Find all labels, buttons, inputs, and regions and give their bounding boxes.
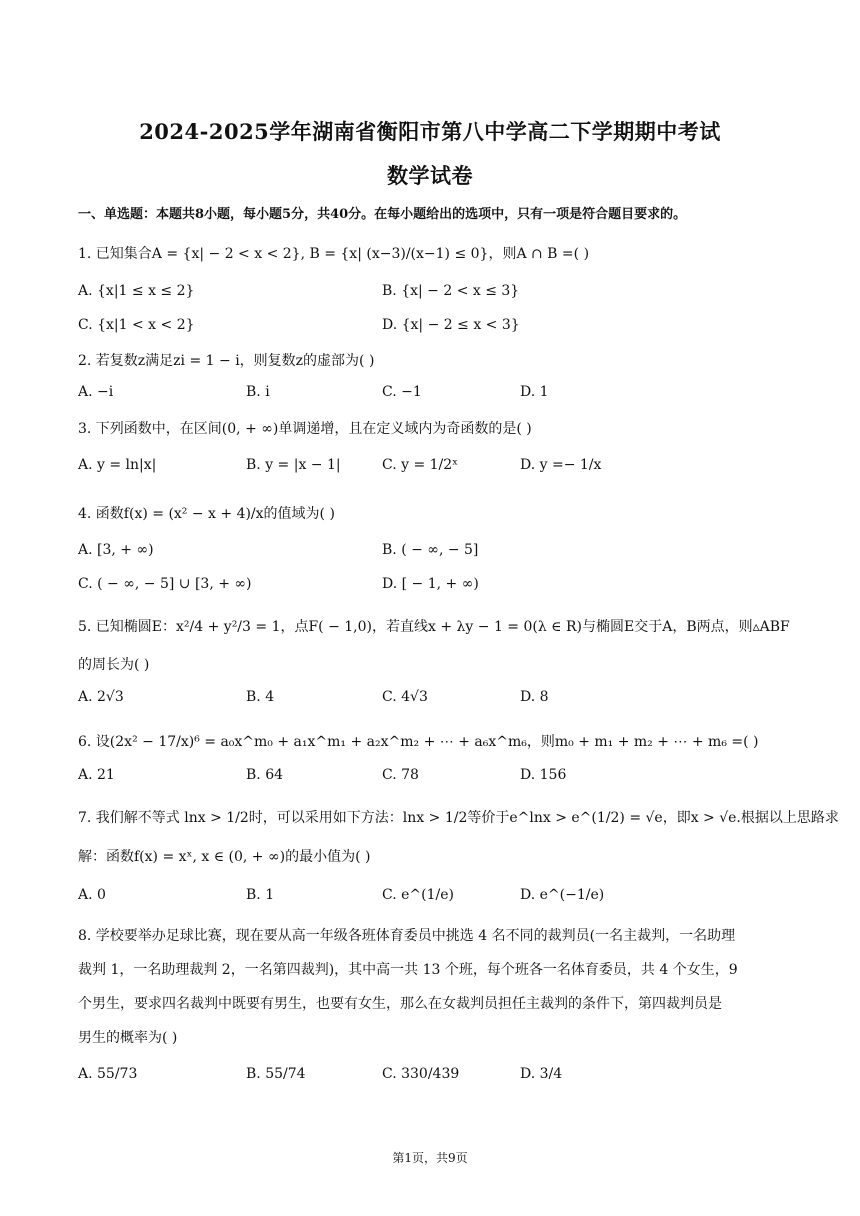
option-a: A. [3, + ∞) [78, 542, 154, 558]
page-footer: 第1页，共9页 [392, 1151, 468, 1165]
option-b: B. 1 [246, 887, 275, 903]
question-stem: 4. 函数f(x) = (x² − x + 4)/x的值域为( ) [78, 506, 335, 522]
option-d: D. 8 [520, 689, 549, 705]
question-stem: 3. 下列函数中，在区间(0, + ∞)单调递增，且在定义域内为奇函数的是( ) [78, 421, 532, 437]
option-d: D. {x| − 2 ≤ x < 3} [382, 317, 520, 333]
option-c: C. y = 1/2ˣ [382, 457, 459, 473]
option-b: B. {x| − 2 < x ≤ 3} [382, 283, 520, 299]
option-d: D. 1 [520, 384, 549, 400]
exam-subtitle: 数学试卷 [387, 163, 473, 188]
option-c: C. −1 [382, 384, 422, 400]
exam-title: 2024-2025学年湖南省衡阳市第八中学高二下学期期中考试 [139, 119, 721, 144]
option-c: C. 78 [382, 767, 419, 783]
question-stem: 2. 若复数z满足zi = 1 − i，则复数z的虚部为( ) [78, 353, 375, 369]
option-a: A. {x|1 ≤ x ≤ 2} [78, 283, 195, 299]
section-heading: 一、单选题：本题共8小题，每小题5分，共40分。在每小题给出的选项中，只有一项是符合题目要求的。 [78, 207, 687, 222]
question-stem-cont: 男生的概率为( ) [78, 1030, 178, 1046]
option-a: A. 21 [78, 767, 115, 783]
option-b: B. ( − ∞, − 5] [382, 542, 479, 558]
question-stem-cont: 个男生，要求四名裁判中既要有男生，也要有女生，那么在女裁判员担任主裁判的条件下，第四裁判员是 [78, 996, 722, 1012]
question-stem-cont: 的周长为( ) [78, 657, 150, 673]
option-b: B. 4 [246, 689, 275, 705]
question-stem-cont: 裁判 1，一名助理裁判 2，一名第四裁判)，其中高一共 13 个班，每个班各一名体育委员，共 4 个女生，9 [78, 962, 738, 978]
option-c: C. 330/439 [382, 1066, 460, 1082]
option-a: A. 0 [78, 887, 106, 903]
option-a: A. 55/73 [78, 1066, 138, 1082]
option-d: D. y =− 1/x [520, 457, 602, 473]
option-d: D. [ − 1, + ∞) [382, 576, 479, 592]
question-stem: 7. 我们解不等式 lnx > 1/2时，可以采用如下方法：lnx > 1/2等价于e^lnx > e^(1/2) = √e，即x > √e.根据以上思路求 [78, 810, 839, 826]
option-c: C. e^(1/e) [382, 887, 454, 903]
option-b: B. y = |x − 1| [246, 457, 341, 473]
option-b: B. i [246, 384, 270, 400]
option-a: A. y = ln|x| [78, 457, 157, 473]
option-a: A. −i [78, 384, 114, 400]
option-b: B. 55/74 [246, 1066, 306, 1082]
question-stem: 8. 学校要举办足球比赛，现在要从高一年级各班体育委员中挑选 4 名不同的裁判员(一名主裁判，一名助理 [78, 928, 736, 944]
question-stem: 6. 设(2x² − 17/x)⁶ = a₀x^m₀ + a₁x^m₁ + a₂x^m₂ + ⋯ + a₆x^m₆，则m₀ + m₁ + m₂ + ⋯ + m₆ =( ) [78, 734, 759, 750]
question-stem: 5. 已知椭圆E：x²/4 + y²/3 = 1，点F( − 1,0)，若直线x + λy − 1 = 0(λ ∈ R)与椭圆E交于A，B两点，则▵ABF [78, 619, 790, 635]
option-b: B. 64 [246, 767, 284, 783]
question-stem: 1. 已知集合A = {x| − 2 < x < 2}, B = {x| (x−3)/(x−1) ≤ 0}，则A ∩ B =( ) [78, 246, 590, 262]
option-a: A. 2√3 [78, 689, 124, 705]
option-d: D. 3/4 [520, 1066, 563, 1082]
option-c: C. ( − ∞, − 5] ∪ [3, + ∞) [78, 576, 252, 592]
option-d: D. e^(−1/e) [520, 887, 605, 903]
question-stem-cont: 解：函数f(x) = xˣ, x ∈ (0, + ∞)的最小值为( ) [78, 849, 371, 865]
option-c: C. {x|1 < x < 2} [78, 317, 195, 333]
option-c: C. 4√3 [382, 689, 428, 705]
option-d: D. 156 [520, 767, 567, 783]
